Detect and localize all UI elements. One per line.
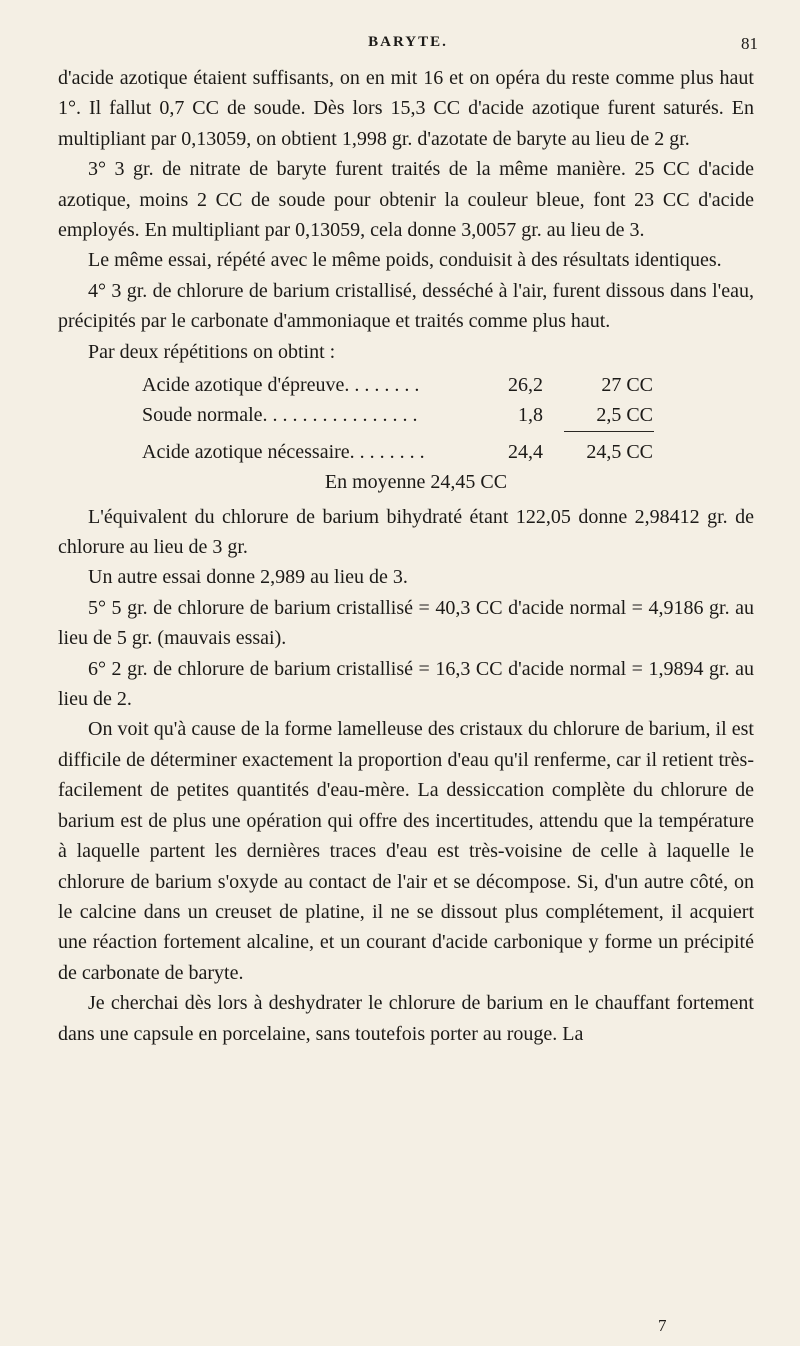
table-row [58,400,754,430]
paragraph-1: d'acide azotique étaient suffisants, on en mit 16 et on opéra du reste comme plus haut 1°. Il fallut 0,7 CC de soude. Dès lors 15,3 CC d'acide azotique furent saturés. En multipliant par 0,13059, on obtient 1,998 gr. d'azotate de baryte au lieu de 2 gr. [58,67,754,150]
row-label: Soude normale. . . . . . . . . . . . . . . . [142,404,418,427]
row-value-2: 24,5 CC [586,440,653,463]
table-row [58,437,754,467]
average-line: En moyenne 24,45 CC [324,471,508,494]
table-row [58,370,754,400]
paragraph-3: Le même essai, répété avec le même poids, conduisit à des résultats identiques. [88,249,722,272]
paragraph-8: 5° 5 gr. de chlorure de barium cristallisé = 40,3 CC d'acide normal = 4,9186 gr. au lieu de 5 gr. (mauvais essai). [58,596,754,650]
row-value-1: 1,8 [518,404,543,427]
running-head [58,34,758,60]
paragraph-5: Par deux répétitions on obtint : [88,340,336,363]
body-text [58,63,754,1049]
paragraph-10: On voit qu'à cause de la forme lamelleuse des cristaux du chlorure de barium, il est difficile de déterminer exactement la proportion d'eau qu'il renferme, car il retient très-facilement de petites quantités d'eau-mère. La dessiccation complète du chlorure de barium est de plus une opération qui offre des incertitudes, attendu que la température à laquelle partent les dernières traces d'eau est très-voisine de celle à laquelle le chlorure de barium s'oxyde au contact de l'air et se décompose. Si, d'un autre côté, on le calcine dans un creuset de platine, il ne se dissout plus complétement, il acquiert une réaction fortement alcaline, et un courant d'acide carbonique y forme un précipité de carbonate de baryte. [58,718,754,984]
row-value-1: 24,4 [508,440,543,463]
paragraph-4: 4° 3 gr. de chlorure de barium cristallisé, desséché à l'air, furent dissous dans l'eau, précipités par le carbonate d'ammoniaque et traités comme plus haut. [58,279,754,333]
row-value-1: 26,2 [508,374,543,397]
page-number: 81 [741,34,758,53]
row-value-2: 27 CC [601,374,653,397]
paragraph-2: 3° 3 gr. de nitrate de baryte furent traités de la même manière. 25 CC d'acide azotique, moins 2 CC de soude pour obtenir la couleur bleue, font 23 CC d'acide employés. En multipliant par 0,13059, cela donne 3,0057 gr. au lieu de 3. [58,158,754,242]
paragraph-7: Un autre essai donne 2,989 au lieu de 3. [88,566,408,589]
sum-rule [564,431,654,432]
running-title: BARYTE. [368,34,448,50]
row-value-2: 2,5 CC [596,404,653,427]
row-label: Acide azotique nécessaire. . . . . . . . [142,440,425,463]
row-label: Acide azotique d'épreuve. . . . . . . . [142,374,420,397]
signature-mark: 7 [658,1316,667,1335]
results-table [58,370,754,498]
paragraph-9: 6° 2 gr. de chlorure de barium cristallisé = 16,3 CC d'acide normal = 1,9894 gr. au lieu de 2. [58,657,754,711]
paragraph-6: L'équivalent du chlorure de barium bihydraté étant 122,05 donne 2,98412 gr. de chlorure au lieu de 3 gr. [58,505,754,559]
paragraph-11: Je cherchai dès lors à deshydrater le chlorure de barium en le chauffant fortement dans une capsule en porcelaine, sans toutefois porter au rouge. La [58,992,754,1045]
